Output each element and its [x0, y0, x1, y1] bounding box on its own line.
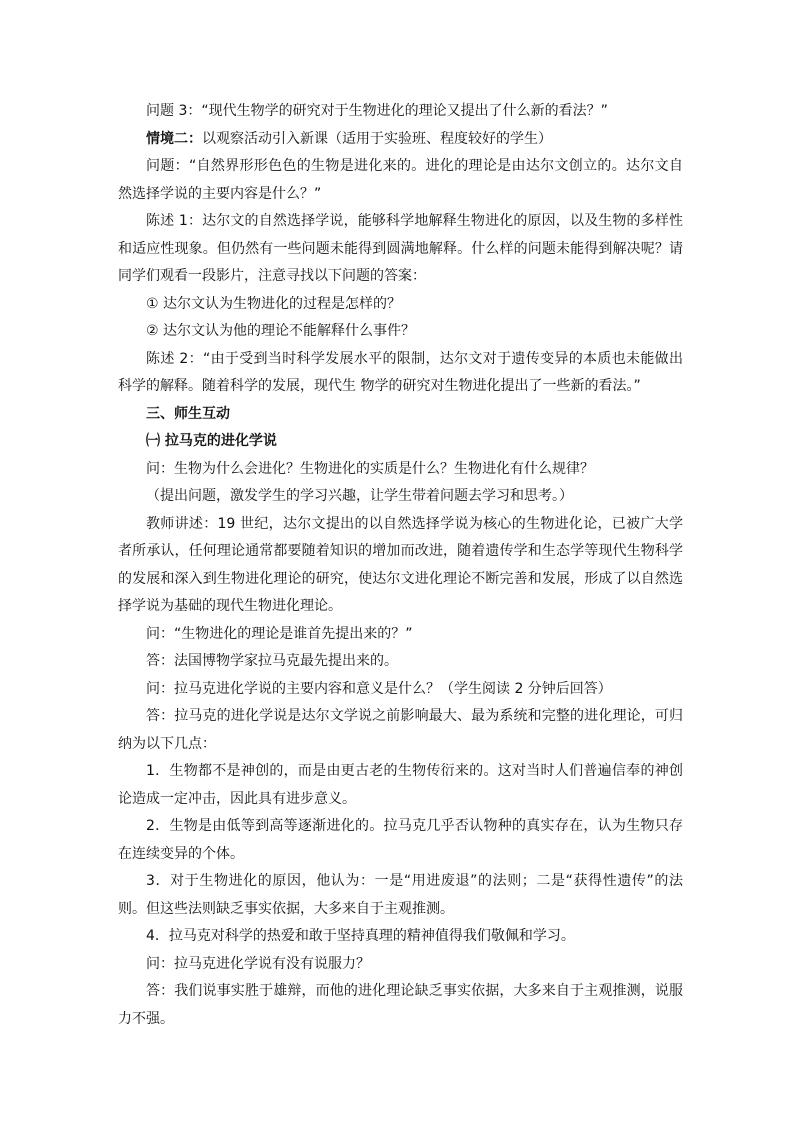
point-1: 1．生物都不是神创的，而是由更古老的生物传衍来的。这对当时人们普遍信奉的神创论造成一定冲击，因此具有进步意义。 — [118, 763, 683, 807]
point-2: 2．生物是由低等到高等逐渐进化的。拉马克几乎否认物种的真实存在，认为生物只存在连续变异的个体。 — [118, 818, 683, 862]
ask-2: 问：“生物进化的理论是谁首先提出来的？” — [146, 625, 413, 642]
question-paragraph: 问题：“自然界形形色色的生物是进化来的。进化的理论是由达尔文创立的。达尔文自然选择学说的主要内容是什么？” — [118, 158, 683, 202]
point-4: 4．拉马克对科学的热爱和敢于坚持真理的精神值得我们敬佩和学习。 — [146, 928, 575, 944]
list-item-1: ① 达尔文认为生物进化的过程是怎样的？ — [146, 295, 401, 312]
question-3: 问题 3：“现代生物学的研究对于生物进化的理论又提出了什么新的看法？” — [146, 103, 608, 119]
section-heading-3: 三、师生互动 — [146, 405, 230, 422]
list-item-2: ② 达尔文认为他的理论不能解释什么事件？ — [146, 323, 415, 339]
answer-3: 答：拉马克的进化学说是达尔文学说之前影响最大、最为系统和完整的进化理论，可归纳为以下几点： — [118, 708, 683, 752]
statement-1: 陈述 1：达尔文的自然选择学说，能够科学地解释生物进化的原因，以及生物的多样性和适应性现象。但仍然有一些问题未能得到圆满地解释。什么样的问题未能得到解决呢？请同学们观看一段影片，注意寻找以下问题的答案： — [118, 213, 683, 284]
ask-3: 问：拉马克进化学说的主要内容和意义是什么？（学生阅读 2 分钟后回答） — [146, 680, 612, 697]
scenario-2 — [118, 126, 683, 154]
answer-2: 答：法国博物学家拉马克最先提出来的。 — [146, 653, 398, 669]
teacher-narration: 教师讲述：19 世纪，达尔文提出的以自然选择学说为核心的生物进化论，已被广大学者所承认，任何理论通常都要随着知识的增加而改进，随着遗传学和生态学等现代生物科学的发展和深入到生物进化理论的研究，使达尔文进化理论不断完善和发展，形成了以自然选择学说为基础的现代生物进化理论。 — [118, 515, 683, 614]
note-1: （提出问题，激发学生的学习兴趣，让学生带着问题去学习和思考。） — [146, 488, 573, 504]
subsection-heading-1: ㈠ 拉马克的进化学说 — [146, 433, 277, 449]
document-page — [118, 98, 683, 1033]
ask-1: 问：生物为什么会进化？生物进化的实质是什么？生物进化有什么规律？ — [146, 460, 594, 477]
point-3: 3．对于生物进化的原因，他认为：一是“用进废退”的法则；二是“获得性遗传”的法则。但这些法则缺乏事实依据，大多来自于主观推测。 — [118, 873, 683, 917]
ask-4: 问：拉马克进化学说有没有说服力？ — [146, 955, 370, 972]
statement-2: 陈述 2：“由于受到当时科学发展水平的限制，达尔文对于遗传变异的本质也未能做出科学的解释。随着科学的发展，现代生 物学的研究对生物进化提出了一些新的看法。” — [118, 350, 683, 394]
scenario-2-label: 情境二： — [146, 130, 202, 147]
answer-4: 答：我们说事实胜于雄辩，而他的进化理论缺乏事实依据，大多来自于主观推测，说服力不强。 — [118, 983, 683, 1027]
scenario-2-text: 以观察活动引入新课（适用于实验班、程度较好的学生） — [202, 130, 552, 147]
